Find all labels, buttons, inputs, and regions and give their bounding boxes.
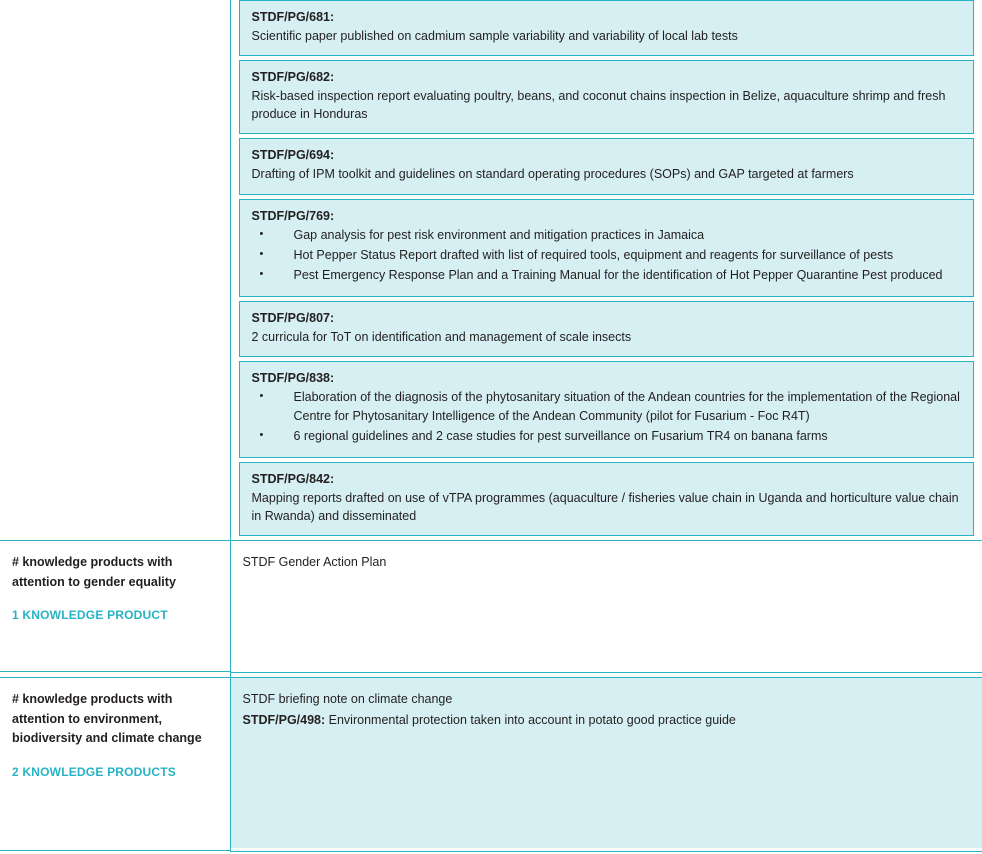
project-output-blocks	[231, 0, 982, 536]
environment-content	[231, 678, 982, 848]
output-block	[239, 462, 975, 536]
environment-count-badge: 2 KNOWLEDGE PRODUCTS	[12, 764, 177, 779]
environment-project-desc: Environmental protection taken into account in potato good practice guide	[325, 712, 736, 727]
output-project-code: STDF/PG/681:	[251, 10, 335, 24]
output-bullet-item: • Gap analysis for pest risk environment and mitigation practices in Jamaica	[252, 226, 962, 245]
output-bullet-item: • Elaboration of the diagnosis of the phytosanitary situation of the Andean countries for the implementation of the Regional Centre for Phytosanitary Intelligence of the Andean Community (pilot for Fusarium - Foc R4T)	[252, 388, 962, 426]
output-block	[239, 0, 975, 56]
gender-label-block	[0, 540, 230, 672]
output-project-code: STDF/PG/838:	[251, 370, 335, 385]
table-row-gender	[0, 540, 982, 672]
output-description: Risk-based inspection report evaluating poultry, beans, and coconut chains inspection in Belize, aquaculture shrimp and fresh produce in Honduras	[251, 89, 946, 122]
output-block	[239, 138, 975, 194]
output-project-code: STDF/PG/842:	[251, 471, 335, 486]
output-description: Drafting of IPM toolkit and guidelines on standard operating procedures (SOPs) and GAP targeted at farmers	[251, 167, 854, 182]
output-bullet-list	[252, 226, 962, 285]
environment-content-line-1: STDF briefing note on climate change	[242, 691, 453, 706]
content-cell-project-outputs	[230, 0, 982, 540]
output-description: Scientific paper published on cadmium sample variability and variability of local lab tests	[251, 29, 738, 43]
gender-label-title: # knowledge products with attention to gender equality	[12, 555, 176, 589]
output-block	[239, 60, 975, 134]
environment-label-block	[0, 677, 230, 851]
gender-content-line: STDF Gender Action Plan	[242, 554, 387, 569]
environment-content-line-2	[243, 711, 971, 730]
label-cell-environment	[0, 677, 230, 851]
output-bullet-list	[252, 388, 962, 446]
output-description: 2 curricula for ToT on identification and management of scale insects	[251, 329, 632, 344]
output-project-code: STDF/PG/807:	[251, 310, 335, 325]
gender-count-badge: 1 KNOWLEDGE PRODUCT	[12, 608, 168, 623]
output-block	[239, 361, 975, 458]
output-block	[239, 199, 975, 297]
output-bullet-item: • 6 regional guidelines and 2 case studies for pest surveillance on Fusarium TR4 on banana farms	[252, 427, 962, 446]
environment-label-title: # knowledge products with attention to environment, biodiversity and climate change	[12, 692, 202, 746]
content-cell-environment	[230, 677, 982, 851]
output-block	[239, 301, 975, 357]
content-cell-gender	[230, 540, 982, 672]
empty-label	[0, 0, 230, 26]
output-project-code: STDF/PG/769:	[251, 208, 335, 223]
output-project-code: STDF/PG/694:	[251, 148, 335, 163]
label-cell-empty	[0, 0, 230, 540]
table-row-environment	[0, 677, 982, 851]
output-bullet-item: • Hot Pepper Status Report drafted with list of required tools, equipment and reagents for surveillance of pests	[252, 246, 962, 265]
output-project-code: STDF/PG/682:	[251, 70, 335, 85]
output-bullet-item: • Pest Emergency Response Plan and a Training Manual for the identification of Hot Pepper Quarantine Pest produced	[252, 266, 962, 285]
output-description: Mapping reports drafted on use of vTPA programmes (aquaculture / fisheries value chain in Uganda and horticulture value chain in Rwanda) and disseminated	[251, 490, 959, 523]
label-cell-gender	[0, 540, 230, 672]
environment-project-code: STDF/PG/498:	[242, 712, 326, 727]
gender-content	[231, 541, 982, 669]
